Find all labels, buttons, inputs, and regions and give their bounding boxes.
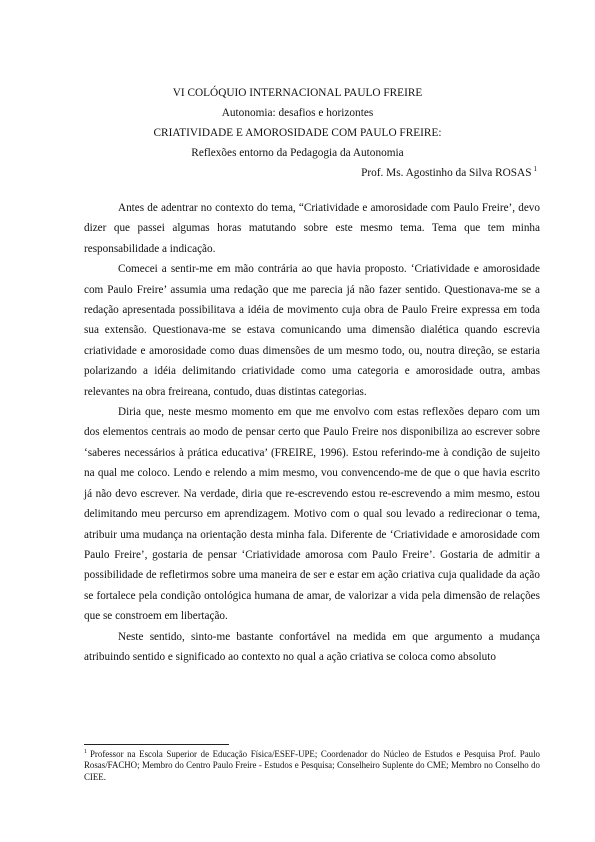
body-text: [84, 198, 540, 667]
author-name: Prof. Ms. Agostinho da Silva ROSAS: [361, 167, 532, 179]
paragraph: Neste sentido, sinto-me bastante confortável na medida em que argumento a mudança atribuindo sentido e significado ao contexto no qual a ação criativa se coloca como absoluto: [84, 630, 540, 663]
paragraph: Antes de adentrar no contexto do tema, “Criatividade e amorosidade com Paulo Freire’, devo dizer que passei algumas horas matutando sobre este mesmo tema. Tema que tem minha responsabilidade a indicação.: [84, 202, 540, 255]
footnote: [84, 749, 540, 783]
author-footnote-mark: 1: [533, 165, 537, 174]
event-subtitle: Autonomia: desafios e horizontes: [221, 107, 374, 119]
footnote-text: Professor na Escola Superior de Educação Física/ESEF-UPE; Coordenador do Núcleo de Estudos e Pesquisa Prof. Paulo Rosas/FACHO; Membro do Centro Paulo Freire - Estudos e Pesquisa; Conselheiro Suplente do CME; Membro no Conselho do CIEE.: [84, 749, 540, 782]
paragraph: Diria que, neste mesmo momento em que me envolvo com estas reflexões deparo com um dos elementos centrais ao modo de pensar certo que Paulo Freire nos disponibiliza ao escrever sobre ‘saberes necessários à prática educativa’ (FREIRE, 1996). Estou referindo-me à condição de sujeito na qual me coloco. Lendo e relendo a mim mesmo, vou convencendo-me de que o que havia escrito já não devo escrever. Na verdade, diria que re-escrevendo estou re-escrevendo a mim mesmo, estou delimitando meu percurso em aprendizagem. Motivo com o qual sou levado a redirecionar o tema, atribuir uma mudança na orientação desta minha fala. Diferente de ‘Criatividade e amorosidade com Paulo Freire’, gostaria de pensar ‘Criatividade amorosa com Paulo Freire’. Gostaria de admitir a possibilidade de refletirmos sobre uma maneira de ser e estar em ação criativa cuja qualidade da ação se fortalece pela condição ontológica humana de amar, de valorizar a vida pela dimensão de relações que se constroem em libertação.: [84, 406, 540, 623]
footnote-mark: 1: [84, 749, 87, 756]
event-title: VI COLÓQUIO INTERNACIONAL PAULO FREIRE: [172, 87, 423, 99]
footnote-separator: [84, 744, 229, 745]
paper-subtitle: Reflexões entorno da Pedagogia da Autonomia: [191, 147, 404, 159]
paragraph: Comecei a sentir-me em mão contrária ao que havia proposto. ‘Criatividade e amorosidade com Paulo Freire’ assumia uma redação que me parecia já não fazer sentido. Questionava-me se a redação apresentada possibilitava a idéia de movimento cuja obra de Paulo Freire expressa em toda sua extensão. Questionava-me se estava comunicando uma dimensão dialética quando escrevia criatividade e amorosidade como duas dimensões de um mesmo todo, ou, noutra direção, se estaria polarizando a idéia delimitando criatividade como uma categoria e amorosidade outra, ambas relevantes na obra freireana, contudo, duas distintas categorias.: [84, 263, 540, 398]
paper-title: CRIATIVIDADE E AMOROSIDADE COM PAULO FREIRE:: [153, 127, 442, 139]
author-line: [361, 166, 537, 180]
